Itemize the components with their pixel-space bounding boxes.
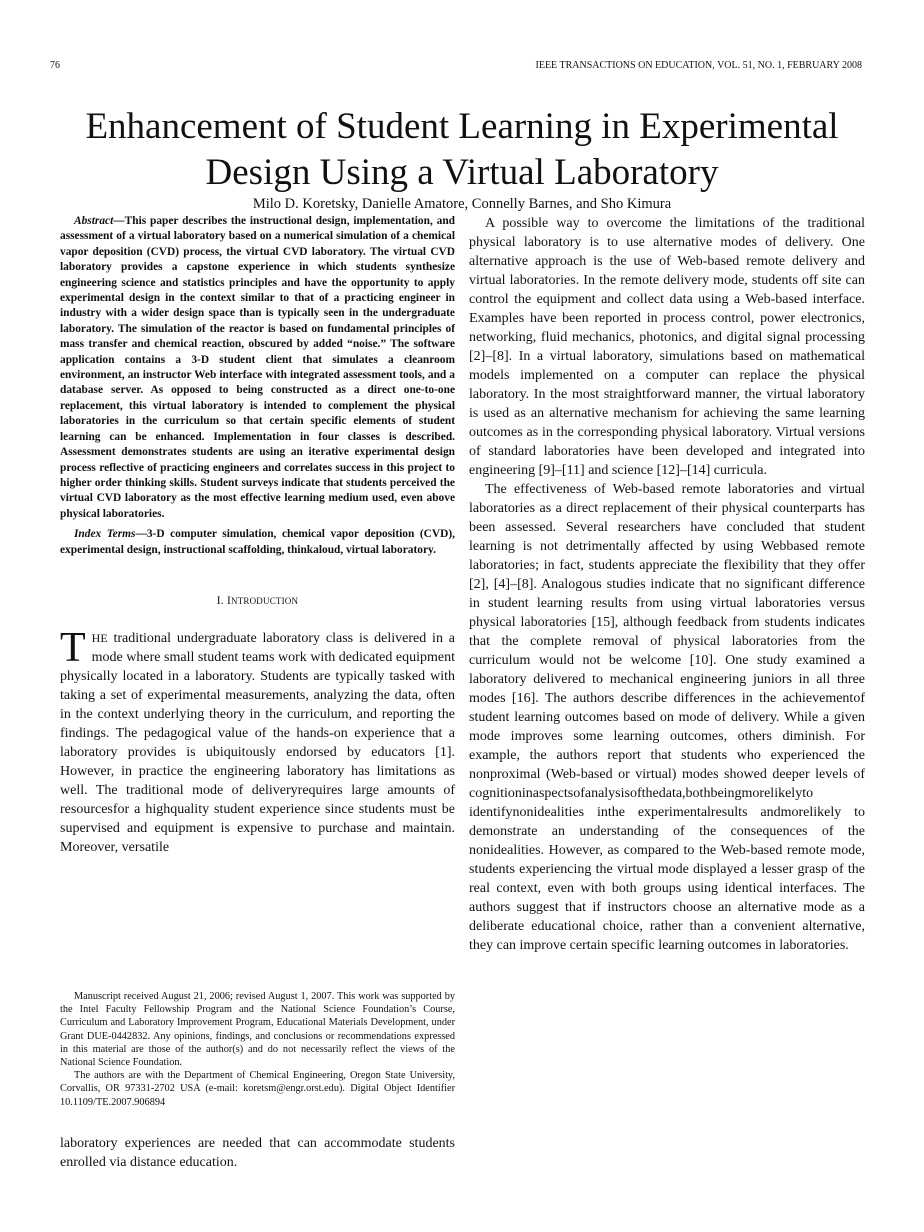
drop-cap: T [60,624,86,671]
right-paragraph-1: A possible way to overcome the limitations of the traditional physical laboratory is to use alternative modes of delivery. One alternative approach is the use of Web-based remote delivery and virtual laboratories. In the remote delivery mode, students off site can control the equipment and collect data using a Web-based interface. Examples have been reported in process control, power electronics, networking, fluid mechanics, photonics, and digital signal processing [2]–[8]. In a virtual laboratory, simulations based on mathematical models implemented on a computer can replace the physical laboratory. In the most straightforward manner, the virtual laboratory is used as an alternative mechanism for achieving the same learning outcomes as in the corresponding physical laboratory. Virtual versions of standard laboratories have been developed and integrated into engineering [9]–[11] and science [12]–[14] curricula. [469,216,865,478]
page-number: 76 [50,60,60,71]
section-heading-rest: NTRODUCTION [231,595,299,606]
right-column [469,214,865,955]
paper-title-line-1: Enhancement of Student Learning in Experimental [85,106,839,147]
intro-paragraph [60,624,455,857]
index-terms [60,527,455,558]
running-header [50,60,862,74]
abstract-label: Abstract [74,215,114,227]
abstract-text: —This paper describes the instructional design, implementation, and assessment of a virtual laboratory based on a numerical simulation of a chemical vapor deposition (CVD) process, the virtual CVD laboratory. The virtual CVD laboratory provides a capstone experience in which students synthesize engineering science and statistics principles and have the opportunity to apply experimental design in the context similar to that of a practicing engineer in industry with a wider design space than is typically seen in the undergraduate laboratory. The simulation of the reactor is based on fundamental principles of mass transfer and chemical reaction, obscured by added “noise.” The software application contains a 3-D student client that simulates a cleanroom environment, an instructor Web interface with integrated assessment tools, and a database server. As opposed to being constructed as a direct one-to-one replacement, this virtual laboratory is intended to complement the physical laboratories in the curriculum so that certain specific elements of student learning can be enhanced. Implementation in four classes is described. Assessment demonstrates students are using an iterative experimental design process reflective of practicing engineers and correlates success in this project to higher order thinking skills. Student surveys indicate that students perceived the virtual CVD laboratory as the most effective learning medium used, even above physical laboratories. [60,215,455,520]
paper-title-line-2: Design Using a Virtual Laboratory [205,152,719,193]
left-column [60,214,455,857]
journal-citation: IEEE TRANSACTIONS ON EDUCATION, VOL. 51, NO. 1, FEBRUARY 2008 [535,60,862,71]
section-heading-introduction [60,595,455,607]
footnote [60,990,455,1109]
index-terms-text: —3-D computer simulation, chemical vapor deposition (CVD), experimental design, instructional scaffolding, thinkaloud, virtual laboratory. [60,528,455,556]
right-paragraph-2: The effectiveness of Web-based remote laboratories and virtual laboratories as a direct replacement of their physical counterparts has been assessed. Several researchers have concluded that student learning is not detrimentally affected by using Webbased remote laboratories; in fact, students appreciate the flexibility that they offer [2], [4]–[8]. Analogous studies indicate that no significant difference in student learning results from using virtual laboratories versus physical laboratories [15], although feedback from students indicates that the complete removal of physical laboratories from the curriculum would not be welcome [10]. One study examined a laboratory delivered to mechanical engineering juniors in all three modes [16]. The authors describe differences in the achievementof student learning outcomes based on mode of delivery. While a given mode improves some learning outcomes, others diminish. For example, the authors report that students who experienced the nonproximal (Web-based or virtual) modes showed deeper levels of cognitioninaspectsofanalysisofthedata,bothbeingmorelikelyto identifynonidealities inthe experimentalresults andmorelikely to demonstrate an understanding of the consequences of the nonidealities. However, as compared to the Web-based remote mode, students experiencing the virtual mode displayed a lesser grasp of the real context, even with both groups using identical interfaces. The authors suggest that if instructors choose an alternative mode as a deliberate educational choice, rather than a convenient alternative, they can improve certain specific learning outcomes in laboratories. [469,482,865,953]
left-column-continuation: laboratory experiences are needed that can accommodate students enrolled via distance education. [60,1136,455,1170]
abstract [60,214,455,522]
paper-title [40,104,884,196]
footnote-affiliation: The authors are with the Department of Chemical Engineering, Oregon State University, Corvallis, OR 97331-2702 USA (e-mail: koretsm@engr.orst.edu). Digital Object Identifier 10.1109/TE.2007.906894 [60,1070,455,1108]
section-numeral: I. I [216,594,231,607]
footnote-manuscript: Manuscript received August 21, 2006; revised August 1, 2007. This work was supported by the Intel Faculty Fellowship Program and the National Science Foundation’s Course, Curriculum and Laboratory Improvement Program, Educational Materials Development, under Grant DUE-0442832. Any opinions, findings, and conclusions or recommendations expressed in this material are those of the author(s) and do not necessarily reflect the views of the National Science Foundation. [60,991,455,1069]
author-list: Milo D. Koretsky, Danielle Amatore, Connelly Barnes, and Sho Kimura [252,196,672,212]
intro-first-word-rest: HE [91,630,108,645]
intro-text: traditional undergraduate laboratory class is delivered in a mode where small student teams work with dedicated equipment physically located in a laboratory. Students are typically tasked with taking a set of experimental measurements, analyzing the data, often in the context underlying theory in the curriculum, and reporting the findings. The pedagogical value of the hands-on experience that a laboratory provides is ubiquitously endorsed by educators [1]. However, in practice the engineering laboratory has limitations as well. The traditional mode of deliveryrequires large amounts of resourcesfor a highquality student experience since students must be supervised and equipment is expensive to purchase and maintain. Moreover, versatile [60,630,455,855]
index-terms-label: Index Terms [74,528,136,541]
